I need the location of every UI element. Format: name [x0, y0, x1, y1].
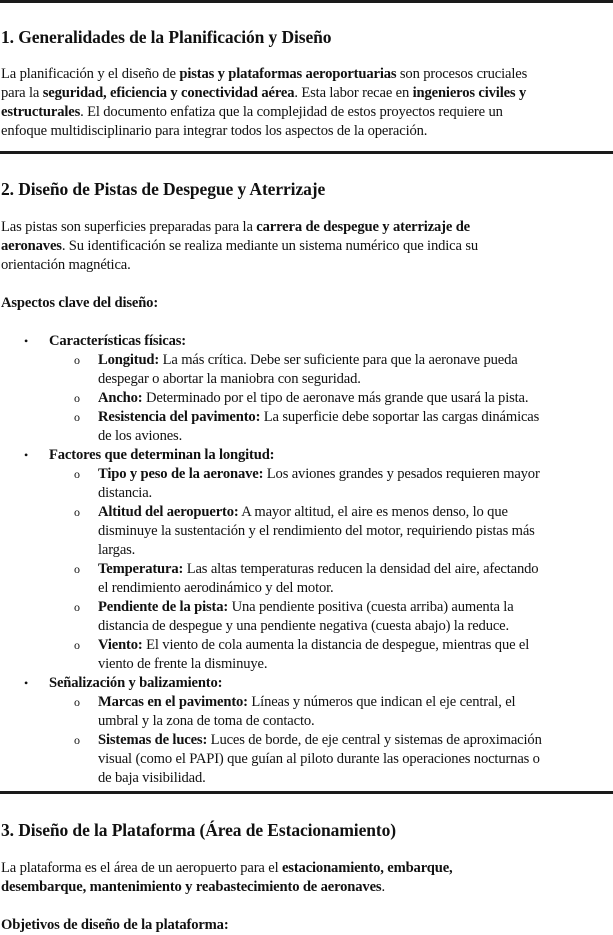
section-2-rule [0, 151, 613, 154]
list-item-heading: Factores que determinan la longitud: [49, 447, 275, 463]
circle-bullet-icon: o [74, 353, 80, 367]
list-item-text: largas. [98, 542, 136, 558]
list-item-text: Ancho: Determinado por el tipo de aeronave más grande que usará la pista. [98, 390, 529, 406]
list-item-text: Temperatura: Las altas temperaturas reducen la densidad del aire, afectando [98, 561, 539, 577]
circle-bullet-icon: o [74, 695, 80, 709]
list-item-text: Resistencia del pavimento: La superficie debe soportar las cargas dinámicas [98, 409, 540, 425]
circle-bullet-icon: o [74, 391, 80, 405]
list-item-text: Tipo y peso de la aeronave: Los aviones grandes y pesados requieren mayor [98, 466, 540, 482]
section-3-heading: 3. Diseño de la Plataforma (Área de Estacionamiento) [1, 820, 396, 840]
bullet-icon: • [24, 676, 29, 690]
list-item-text: distancia de despegue y una pendiente negativa (cuesta abajo) la reduce. [98, 618, 510, 634]
list-item-text: de los aviones. [98, 428, 183, 444]
list-item-text: viento de frente la disminuye. [98, 656, 268, 672]
circle-bullet-icon: o [74, 600, 80, 614]
circle-bullet-icon: o [74, 638, 80, 652]
section-1-paragraph: La planificación y el diseño de pistas y plataformas aeroportuarias son procesos cruciales para la seguridad, eficiencia y conectividad aérea. Esta labor recae en ingenieros civiles y estructurales. El documento enfatiza que la complejidad de estos proyectos requiere un enfoque multidisciplinario para integrar todos los aspectos de la operación. [1, 66, 528, 139]
list-item-text: distancia. [98, 485, 153, 501]
list-item-text: umbral y la zona de toma de contacto. [98, 713, 315, 729]
bullet-icon: • [24, 448, 29, 462]
list-item-text: Pendiente de la pista: Una pendiente positiva (cuesta arriba) aumenta la [98, 599, 514, 615]
list-item-text: Longitud: La más crítica. Debe ser suficiente para que la aeronave pueda [98, 352, 518, 368]
aspects-heading: Aspectos clave del diseño: [1, 295, 159, 311]
list-item-text: el rendimiento aerodinámico y del motor. [98, 580, 334, 596]
list-item-text: disminuye la sustentación y el rendimiento del motor, requiriendo pistas más [98, 523, 535, 539]
section-2-heading: 2. Diseño de Pistas de Despegue y Aterrizaje [1, 179, 326, 199]
section-1-heading: 1. Generalidades de la Planificación y Diseño [1, 27, 332, 47]
list-item-text: Sistemas de luces: Luces de borde, de eje central y sistemas de aproximación [98, 732, 542, 748]
list-item-heading: Características físicas: [49, 333, 187, 349]
list-item-text: de baja visibilidad. [98, 770, 206, 786]
circle-bullet-icon: o [74, 505, 80, 519]
list-item-text: Altitud del aeropuerto: A mayor altitud, el aire es menos denso, lo que [98, 504, 508, 520]
section-3-rule [0, 791, 613, 794]
list-item-heading: Señalización y balizamiento: [49, 675, 223, 691]
circle-bullet-icon: o [74, 410, 80, 424]
list-item-text: visual (como el PAPI) que guían al piloto durante las operaciones nocturnas o [98, 751, 540, 767]
objectives-heading: Objetivos de diseño de la plataforma: [1, 917, 229, 933]
section-2-paragraph: Las pistas son superficies preparadas para la carrera de despegue y aterrizaje de aeronaves. Su identificación se realiza mediante un sistema numérico que indica su orientación magnética. [1, 219, 478, 273]
section-3-paragraph: La plataforma es el área de un aeropuerto para el estacionamiento, embarque, desembarque, mantenimiento y reabastecimiento de aeronaves. [1, 860, 453, 895]
list-item-text: Marcas en el pavimento: Líneas y números que indican el eje central, el [98, 694, 516, 710]
top-rule [0, 0, 613, 3]
circle-bullet-icon: o [74, 562, 80, 576]
bullet-icon: • [24, 334, 29, 348]
list-item-text: Viento: El viento de cola aumenta la distancia de despegue, mientras que el [98, 637, 530, 653]
list-item-text: despegar o abortar la maniobra con seguridad. [98, 371, 361, 387]
circle-bullet-icon: o [74, 733, 80, 747]
circle-bullet-icon: o [74, 467, 80, 481]
